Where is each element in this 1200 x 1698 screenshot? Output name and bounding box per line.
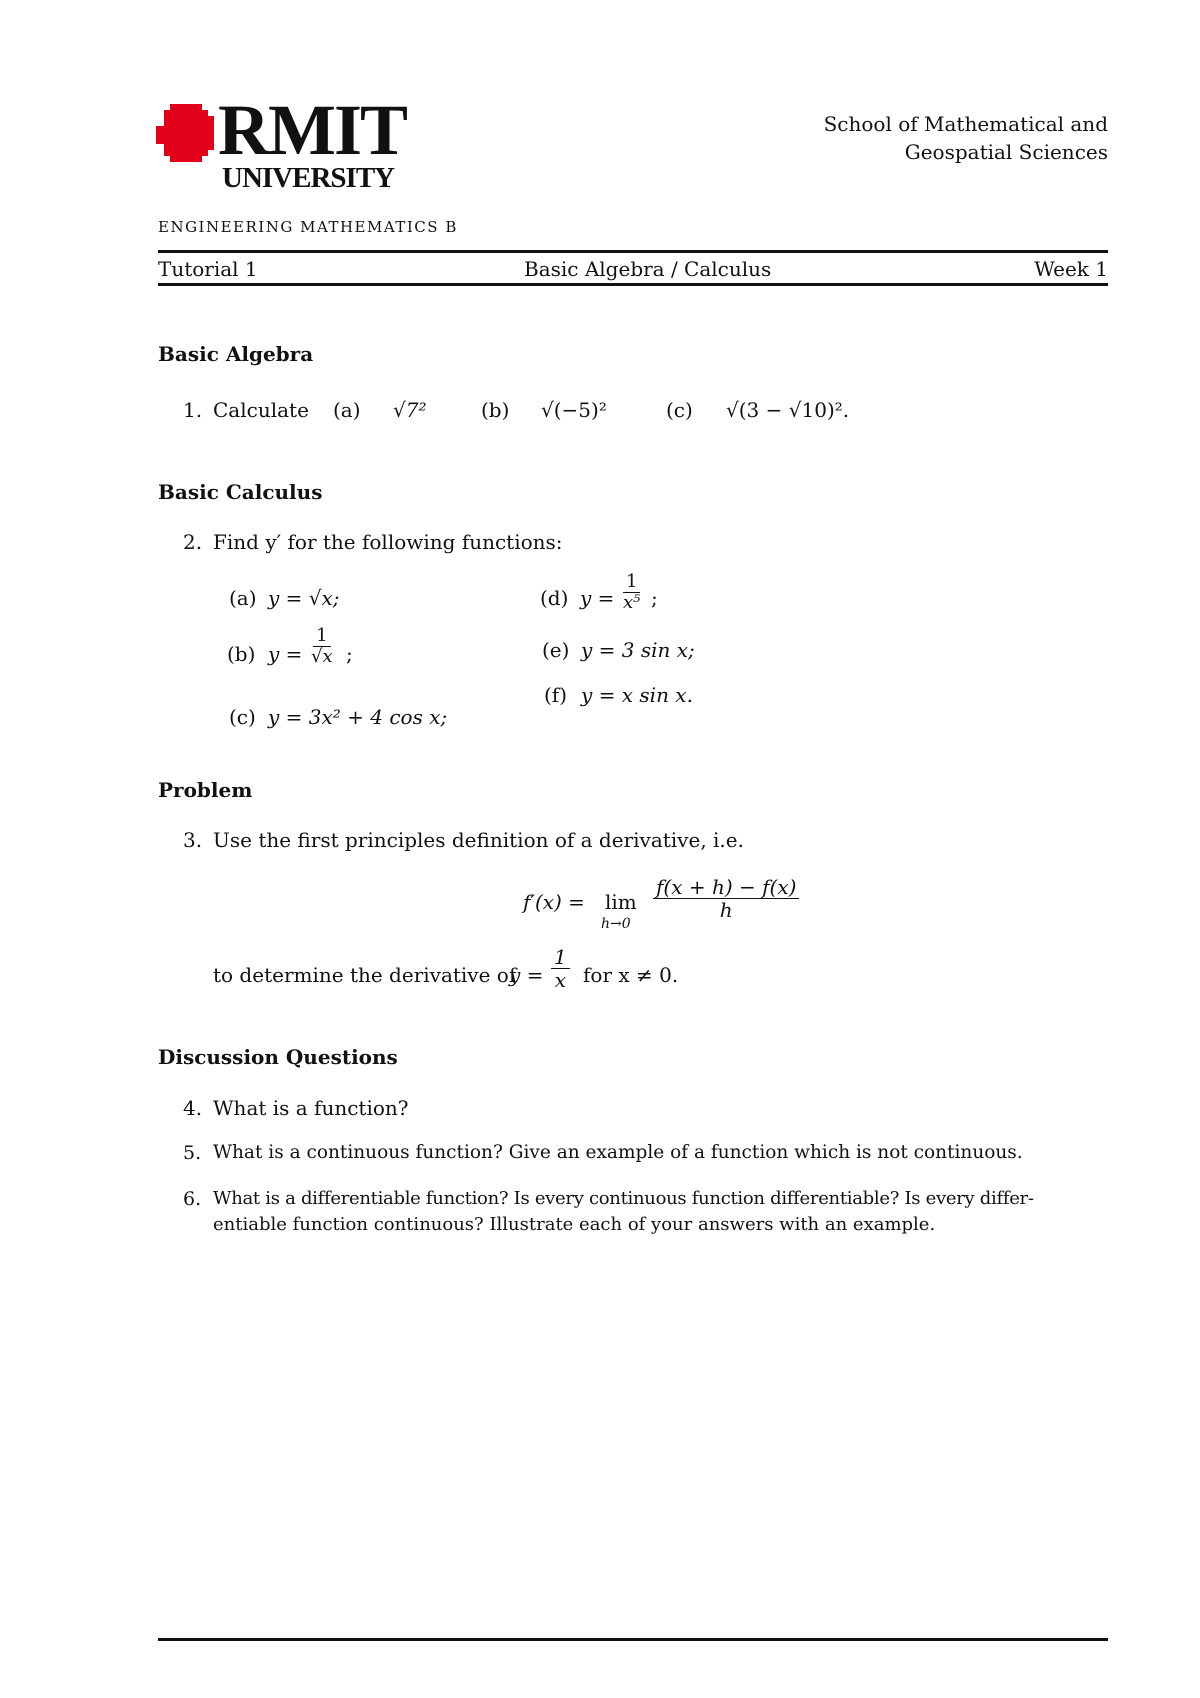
q3-formula-lim: lim (605, 890, 637, 914)
q2-d-label: (d) (540, 586, 569, 610)
q2-b-tail: ; (346, 642, 353, 666)
school-line-1: School of Mathematical and (823, 112, 1108, 136)
school-name (824, 110, 1108, 166)
question-6 (183, 1188, 1103, 1248)
q2-text: Find y′ for the following functions: (213, 530, 563, 554)
q3-formula-num: f(x + h) − f(x) (653, 876, 799, 899)
q2-d-num: 1 (623, 572, 640, 593)
header-right: Week 1 (1034, 257, 1108, 281)
section-problem: Problem (158, 778, 253, 802)
q5-text: What is a continuous function? Give an example of a function which is not continuous. (213, 1142, 1023, 1163)
q1-c-expr: √(3 − √10)². (726, 398, 850, 422)
q2-d-den: x⁵ (623, 591, 641, 613)
logo-word-university: UNIVERSITY (222, 162, 395, 194)
q1-a-label: (a) (333, 398, 361, 422)
q3-formula-den: h (719, 898, 733, 922)
q3-formula-fraction (653, 876, 799, 921)
q3-follow-up (213, 946, 913, 1006)
q4-text: What is a function? (213, 1096, 409, 1120)
question-2 (183, 530, 1083, 730)
q3-number: 3. (183, 828, 203, 852)
section-discussion: Discussion Questions (158, 1045, 398, 1069)
footer-rule (158, 1638, 1108, 1641)
q2-b-label: (b) (227, 642, 256, 666)
school-line-2: Geospatial Sciences (904, 140, 1108, 164)
header-center: Basic Algebra / Calculus (524, 257, 772, 281)
q3-follow-fraction (551, 946, 570, 991)
q2-a-label: (a) (229, 586, 257, 610)
header-left: Tutorial 1 (158, 257, 258, 281)
q6-number: 6. (183, 1188, 202, 1210)
q1-a-expr: √7² (393, 398, 427, 422)
q2-f-expr: y = x sin x. (581, 683, 693, 707)
q3-formula (523, 868, 1003, 938)
q2-b-num: 1 (313, 626, 330, 647)
q3-follow-post: for x ≠ 0. (583, 963, 679, 987)
q3-follow-den: x (554, 968, 566, 992)
q2-b-fraction (308, 626, 336, 667)
q2-d-lhs: y = (580, 586, 615, 610)
q1-b-label: (b) (481, 398, 510, 422)
q2-e-label: (e) (542, 638, 570, 662)
q2-b-den: √x (311, 645, 333, 667)
q3-formula-sub: h→0 (601, 916, 631, 932)
section-basic-calculus: Basic Calculus (158, 480, 323, 504)
question-5 (183, 1142, 1103, 1170)
q3-follow-num: 1 (551, 946, 570, 969)
q2-b-lhs: y = (268, 642, 303, 666)
q1-number: 1. (183, 398, 203, 422)
q4-number: 4. (183, 1096, 203, 1120)
course-title: ENGINEERING MATHEMATICS B (158, 218, 458, 236)
q2-d-fraction (620, 572, 643, 613)
section-basic-algebra: Basic Algebra (158, 342, 314, 366)
question-3 (183, 828, 1083, 1008)
q1-b-expr: √(−5)² (541, 398, 607, 422)
q6-line-1: What is a differentiable function? Is every continuous function differentiable? Is every differ- (213, 1188, 1034, 1209)
header-rule-top (158, 250, 1108, 253)
rmit-logo (156, 90, 416, 195)
q3-text: Use the first principles definition of a derivative, i.e. (213, 828, 744, 852)
q6-line-2: entiable function continuous? Illustrate each of your answers with an example. (213, 1214, 936, 1235)
rmit-pixel-mark-icon (156, 104, 218, 162)
logo-word-rmit: RMIT (218, 90, 406, 170)
q3-formula-lhs: f′(x) = (523, 890, 585, 914)
q2-f-label: (f) (544, 683, 568, 707)
q1-text: Calculate (213, 398, 309, 422)
q5-number: 5. (183, 1142, 202, 1164)
question-4 (183, 1096, 1083, 1124)
q1-c-label: (c) (666, 398, 693, 422)
q2-a-expr: y = √x; (268, 586, 340, 610)
q2-c-label: (c) (229, 705, 256, 729)
q3-follow-pre: to determine the derivative of (213, 963, 517, 987)
q2-d-tail: ; (651, 586, 658, 610)
q2-e-expr: y = 3 sin x; (581, 638, 695, 662)
question-1 (183, 398, 1083, 428)
q2-c-expr: y = 3x² + 4 cos x; (268, 705, 448, 729)
q2-number: 2. (183, 530, 203, 554)
q3-follow-lhs: y = (509, 963, 544, 987)
header-rule-bottom (158, 283, 1108, 286)
